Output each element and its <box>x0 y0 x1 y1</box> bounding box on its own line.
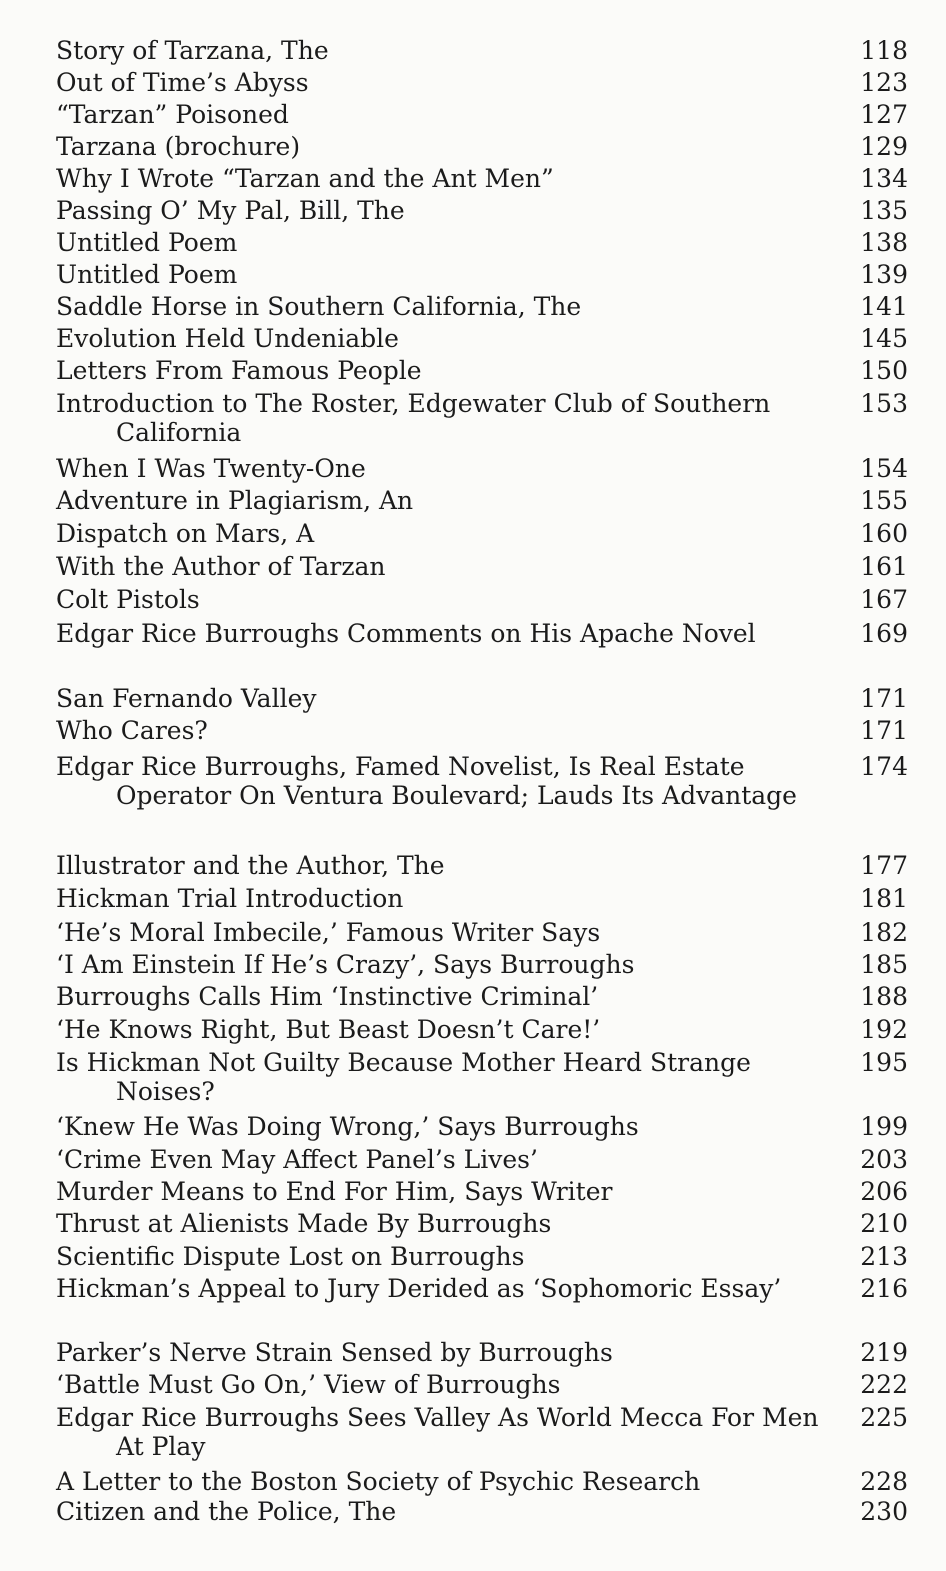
entry-page-number: 155 <box>860 486 908 515</box>
entry-page-number: 181 <box>860 884 908 913</box>
entry-page-number: 127 <box>860 100 908 129</box>
toc-entry <box>56 454 908 483</box>
entry-page-number: 161 <box>860 552 908 581</box>
entry-page-number: 141 <box>860 292 908 321</box>
toc-entry <box>56 851 908 880</box>
entry-title: A Letter to the Boston Society of Psychic Research <box>56 1467 701 1496</box>
toc-entry <box>56 1467 908 1496</box>
entry-page-number: 177 <box>860 851 908 880</box>
toc-entry <box>56 716 908 745</box>
entry-title: Story of Tarzana, The <box>56 36 329 65</box>
toc-entry <box>56 1242 908 1271</box>
toc-entry <box>56 196 908 225</box>
toc-entry <box>56 884 908 913</box>
entry-page-number: 154 <box>860 454 908 483</box>
entry-page-number: 138 <box>860 228 908 257</box>
toc-entry <box>56 1177 908 1206</box>
toc-entry <box>56 1274 908 1303</box>
toc-entry <box>56 1403 908 1461</box>
entry-title: Untitled Poem <box>56 260 238 289</box>
toc-entry <box>56 100 908 129</box>
toc-entry <box>56 260 908 289</box>
entry-page-number: 222 <box>860 1370 908 1399</box>
entry-page-number: 192 <box>860 1015 908 1044</box>
entry-title: Out of Time’s Abyss <box>56 68 309 97</box>
entry-page-number: 225 <box>860 1403 908 1432</box>
entry-title: Hickman Trial Introduction <box>56 884 404 913</box>
entry-title: ‘Battle Must Go On,’ View of Burroughs <box>56 1370 561 1399</box>
entry-page-number: 230 <box>860 1497 908 1526</box>
entry-title: Letters From Famous People <box>56 356 422 385</box>
toc-entry <box>56 132 908 161</box>
entry-title: Thrust at Alienists Made By Burroughs <box>56 1209 552 1238</box>
entry-page-number: 188 <box>860 982 908 1011</box>
entry-page-number: 135 <box>860 196 908 225</box>
entry-page-number: 182 <box>860 918 908 947</box>
entry-page-number: 203 <box>860 1145 908 1174</box>
entry-title: Untitled Poem <box>56 228 238 257</box>
entry-page-number: 171 <box>860 716 908 745</box>
entry-page-number: 228 <box>860 1467 908 1496</box>
toc-entry <box>56 1497 908 1526</box>
toc-entry <box>56 36 908 65</box>
toc-entry <box>56 1338 908 1367</box>
toc-entry <box>56 1048 908 1106</box>
toc-entry <box>56 356 908 385</box>
toc-entry <box>56 1112 908 1141</box>
entry-title: Dispatch on Mars, A <box>56 519 315 548</box>
toc-entry <box>56 752 908 810</box>
toc-entry <box>56 519 908 548</box>
toc-entry <box>56 292 908 321</box>
entry-page-number: 171 <box>860 684 908 713</box>
entry-page-number: 185 <box>860 950 908 979</box>
entry-title: San Fernando Valley <box>56 684 317 713</box>
toc-entry <box>56 1145 908 1174</box>
toc-entry <box>56 950 908 979</box>
entry-title: Tarzana (brochure) <box>56 132 301 161</box>
entry-title: ‘Crime Even May Affect Panel’s Lives’ <box>56 1145 538 1174</box>
toc-entry <box>56 324 908 353</box>
entry-title: ‘He Knows Right, But Beast Doesn’t Care!’ <box>56 1015 601 1044</box>
toc-entry <box>56 982 908 1011</box>
entry-page-number: 169 <box>860 619 908 648</box>
entry-page-number: 195 <box>860 1048 908 1077</box>
entry-page-number: 134 <box>860 164 908 193</box>
toc-entry <box>56 1370 908 1399</box>
entry-title: ‘Knew He Was Doing Wrong,’ Says Burroughs <box>56 1112 639 1141</box>
entry-title: Is Hickman Not Guilty Because Mother Heard Strange Noises? <box>56 1048 751 1106</box>
entry-title: Why I Wrote “Tarzan and the Ant Men” <box>56 164 554 193</box>
entry-page-number: 210 <box>860 1209 908 1238</box>
entry-page-number: 160 <box>860 519 908 548</box>
toc-entry <box>56 585 908 614</box>
toc-entry <box>56 552 908 581</box>
toc-entry <box>56 684 908 713</box>
entry-title: Parker’s Nerve Strain Sensed by Burroughs <box>56 1338 613 1367</box>
toc-entry <box>56 1209 908 1238</box>
entry-title: ‘He’s Moral Imbecile,’ Famous Writer Says <box>56 918 601 947</box>
entry-title: Scientific Dispute Lost on Burroughs <box>56 1242 525 1271</box>
entry-title: Hickman’s Appeal to Jury Derided as ‘Sophomoric Essay’ <box>56 1274 782 1303</box>
entry-title: Burroughs Calls Him ‘Instinctive Criminal’ <box>56 982 599 1011</box>
entry-title: Edgar Rice Burroughs, Famed Novelist, Is Real Estate Operator On Ventura Boulevard; Lauds Its Advantage <box>56 752 797 810</box>
toc-entry <box>56 389 908 447</box>
toc-entry <box>56 486 908 515</box>
toc-entry <box>56 68 908 97</box>
entry-title: “Tarzan” Poisoned <box>56 100 289 129</box>
entry-page-number: 153 <box>860 389 908 418</box>
entry-title: Saddle Horse in Southern California, The <box>56 292 582 321</box>
entry-page-number: 145 <box>860 324 908 353</box>
entry-page-number: 199 <box>860 1112 908 1141</box>
entry-title: Colt Pistols <box>56 585 200 614</box>
toc-entry <box>56 619 908 648</box>
toc-entry <box>56 228 908 257</box>
entry-title: Evolution Held Undeniable <box>56 324 399 353</box>
entry-title: Who Cares? <box>56 716 208 745</box>
entry-page-number: 174 <box>860 752 908 781</box>
entry-page-number: 139 <box>860 260 908 289</box>
entry-page-number: 123 <box>860 68 908 97</box>
entry-title: Illustrator and the Author, The <box>56 851 445 880</box>
entry-title: When I Was Twenty-One <box>56 454 366 483</box>
toc-entry <box>56 1015 908 1044</box>
toc-entry <box>56 164 908 193</box>
entry-title: Citizen and the Police, The <box>56 1497 397 1526</box>
entry-title: Passing O’ My Pal, Bill, The <box>56 196 405 225</box>
entry-title: Adventure in Plagiarism, An <box>56 486 414 515</box>
entry-page-number: 213 <box>860 1242 908 1271</box>
entry-page-number: 206 <box>860 1177 908 1206</box>
entry-title: Murder Means to End For Him, Says Writer <box>56 1177 613 1206</box>
entry-title: Edgar Rice Burroughs Sees Valley As World Mecca For Men At Play <box>56 1403 819 1461</box>
entry-title: Introduction to The Roster, Edgewater Club of Southern California <box>56 389 771 447</box>
entry-title: Edgar Rice Burroughs Comments on His Apache Novel <box>56 619 756 648</box>
entry-page-number: 219 <box>860 1338 908 1367</box>
toc-entry <box>56 918 908 947</box>
entry-page-number: 150 <box>860 356 908 385</box>
entry-page-number: 167 <box>860 585 908 614</box>
entry-title: With the Author of Tarzan <box>56 552 386 581</box>
entry-page-number: 216 <box>860 1274 908 1303</box>
entry-title: ‘I Am Einstein If He’s Crazy’, Says Burroughs <box>56 950 635 979</box>
entry-page-number: 129 <box>860 132 908 161</box>
entry-page-number: 118 <box>860 36 908 65</box>
